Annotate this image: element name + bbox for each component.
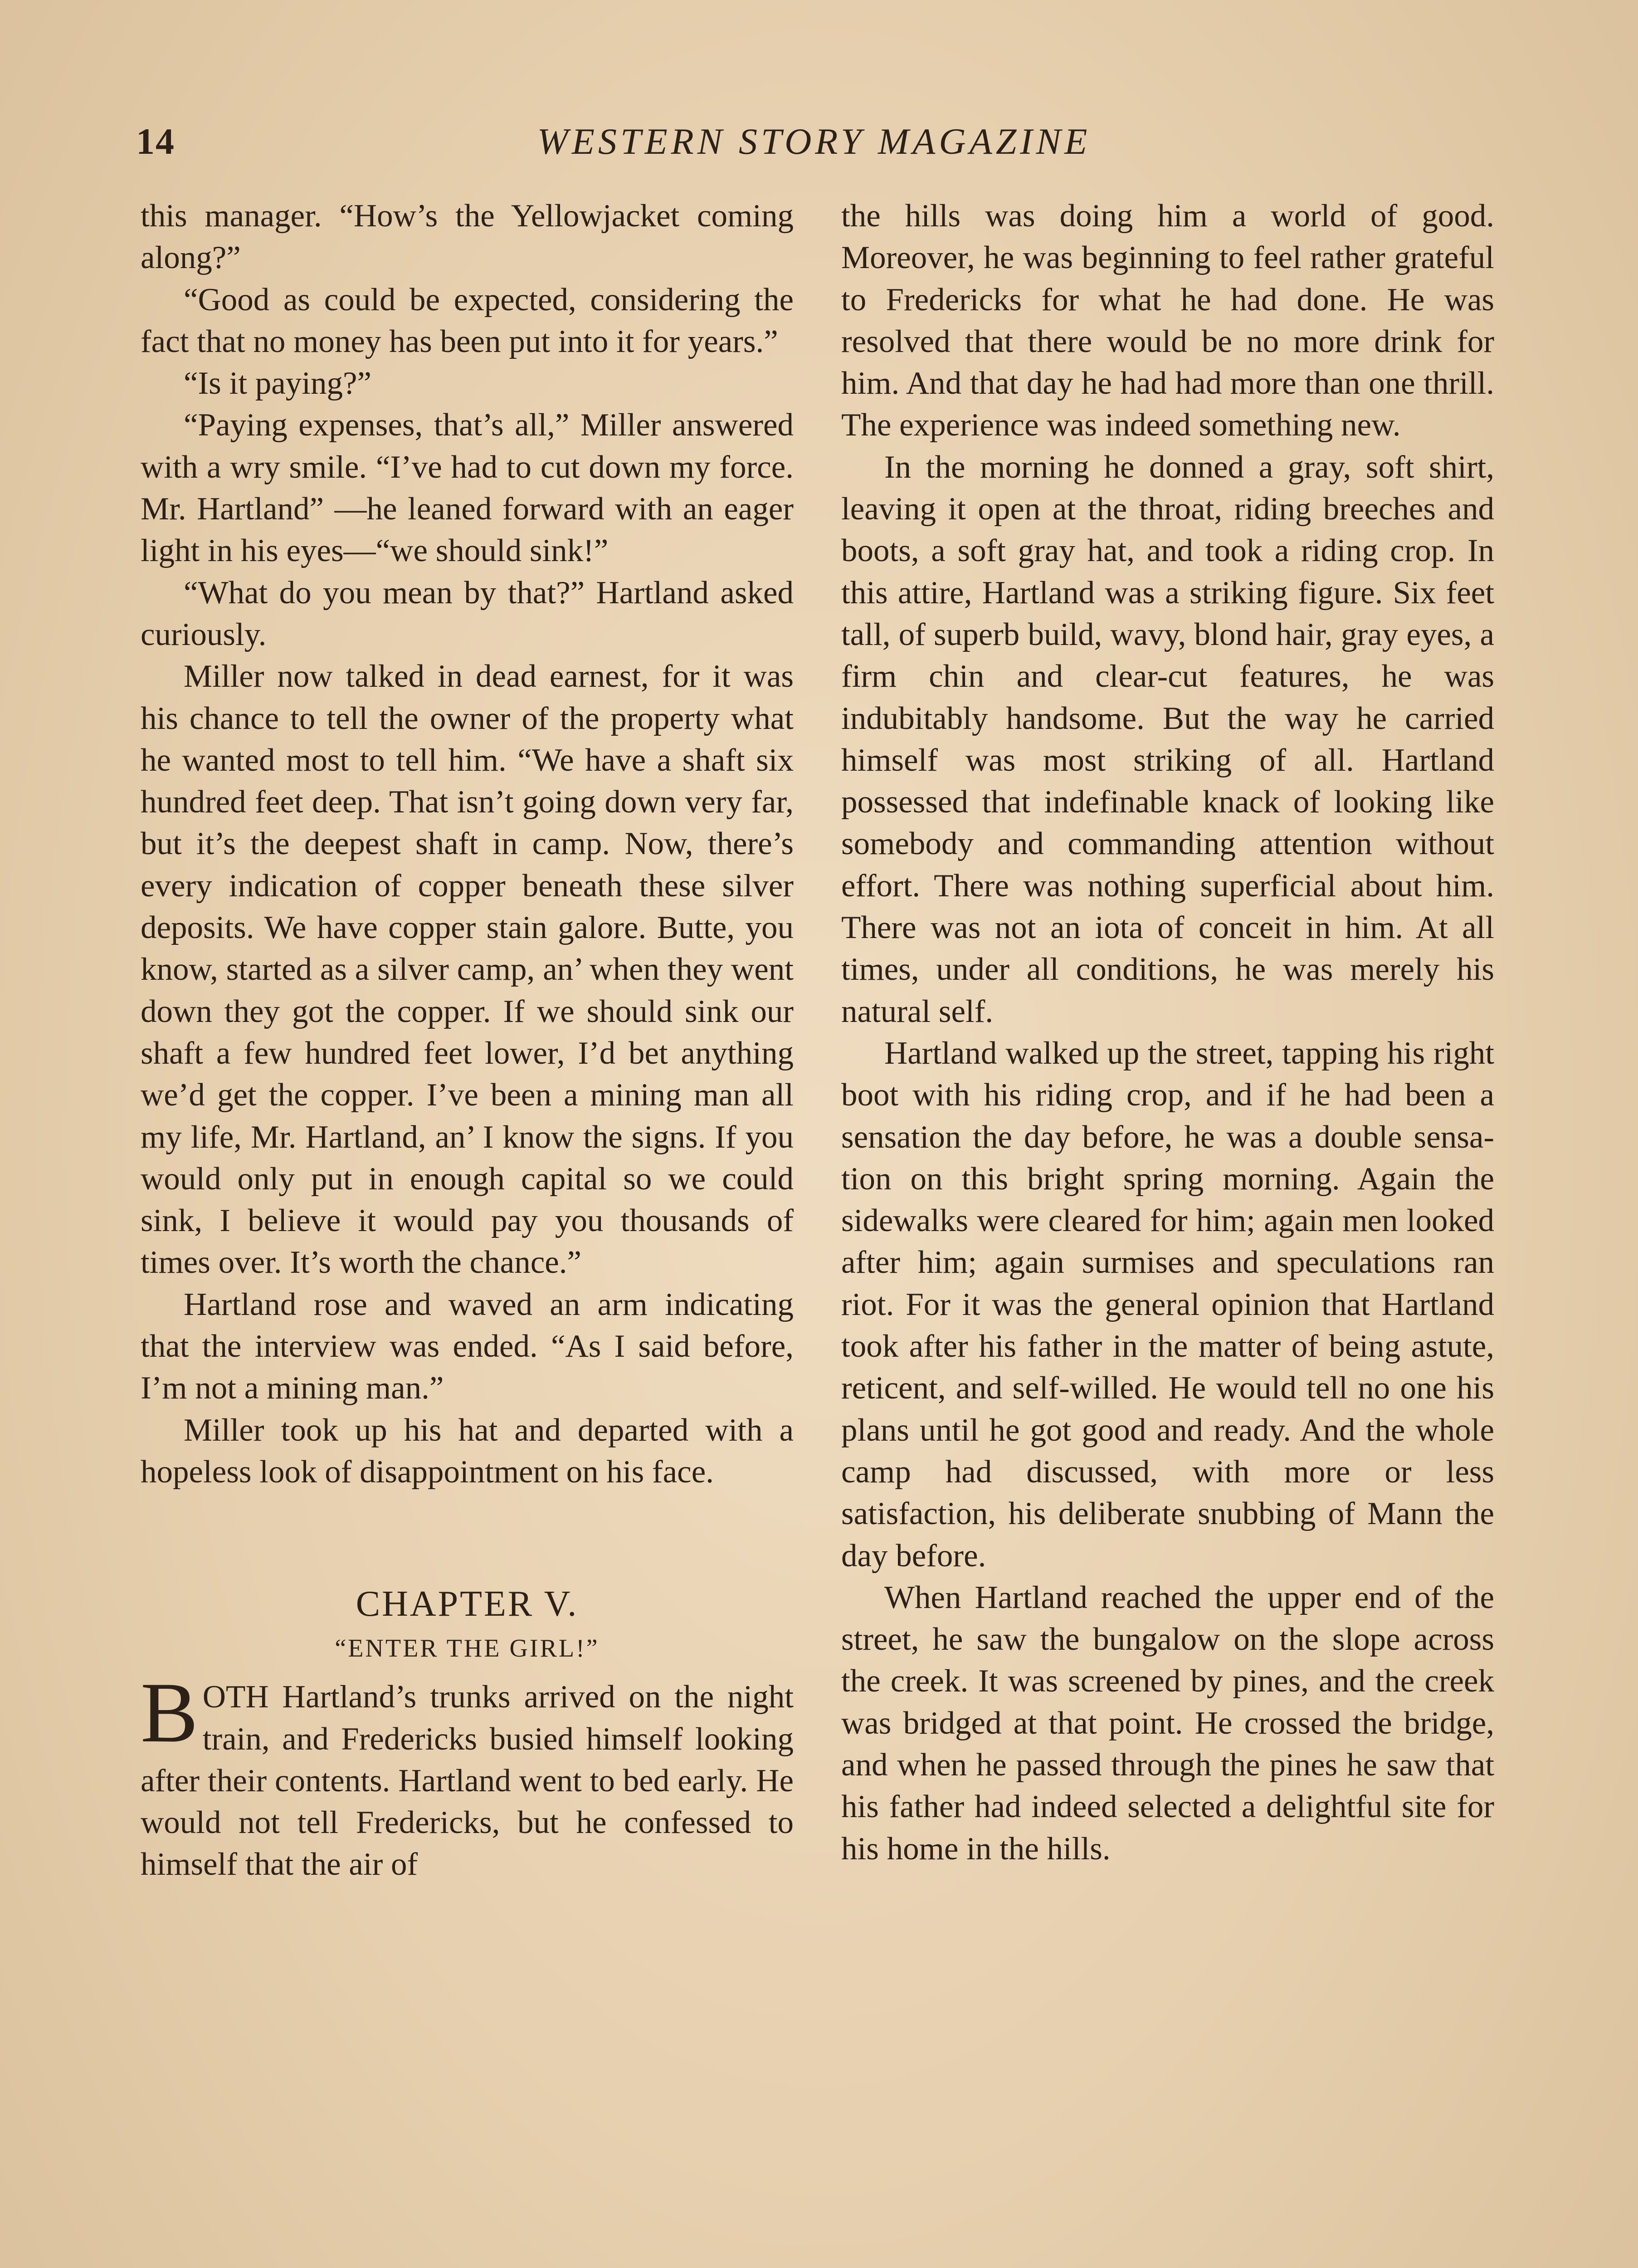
drop-cap: B — [141, 1665, 198, 1761]
running-head: WESTERN STORY MAGAZINE — [537, 121, 1091, 162]
paragraph: Miller took up his hat and departed with a hopeless look of disappointment on his face. — [141, 1412, 794, 1490]
page-number: 14 — [136, 121, 175, 162]
chapter-title: CHAPTER V. — [356, 1584, 579, 1624]
chapter-opening-paragraph — [141, 1665, 794, 1885]
paragraph: When Hartland reached the upper end of the street, he saw the bungalow on the slope across the creek. It was screened by pines, and the creek was bridged at that point. He crossed the bridge, and when he passed through the pines he saw that his father had indeed selected a delightful site for his home in the hills. — [841, 1579, 1494, 1867]
paragraph: Hartland rose and waved an arm indicating that the interview was ended. “As I said before, I’m not a mining man.” — [141, 1286, 794, 1406]
right-column — [841, 195, 1494, 1870]
paragraph: the hills was doing him a world of good. Moreover, he was beginning to feel rather grateful to Fredericks for what he had done. He was resolved that there would be no more drink for him. And that day he had had more than one thrill. The experience was indeed something new. — [841, 198, 1494, 443]
chapter-heading — [141, 1579, 794, 1668]
paragraph: Hartland walked up the street, tapping his right boot with his riding crop, and if he had been a sensation the day before, he was a double sensation on this bright spring morning. Again the sidewalks were cleared for him; again men looked after him; again surmises and speculations ran riot. For it was the general opinion that Hartland took after his father in the matter of being astute, reticent, and self-willed. He would tell no one his plans until he got good and ready. And the whole camp had discussed, with more or less satisfaction, his deliberate snubbing of Mann the day before. — [841, 1035, 1494, 1574]
paragraph: “Is it paying?” — [184, 366, 372, 401]
paragraph: “What do you mean by that?” Hartland asked curiously. — [141, 575, 794, 652]
chapter-opening-text: OTH Hartland’s trunks arrived on the night train, and Fredericks busied himself looking after their contents. Hartland went to bed early. He would not tell Fredericks, but he confessed to himself that the air of — [141, 1679, 794, 1882]
paragraph: In the morning he donned a gray, soft shirt, leaving it open at the throat, riding breeches and boots, a soft gray hat, and took a riding crop. In this attire, Hartland was a striking figure. Six feet tall, of superb build, wavy, blond hair, gray eyes, a firm chin and clear-cut features, he was indubitably handsome. But the way he carried himself was most striking of all. Hartland possessed that indefinable knack of looking like somebody and commanding attention without effort. There was nothing superficial about him. There was not an iota of conceit in him. At all times, under all conditions, he was merely his natural self. — [841, 449, 1494, 1029]
left-column — [141, 195, 794, 1886]
paragraph: Miller now talked in dead earnest, for it was his chance to tell the owner of the property what he wanted most to tell him. “We have a shaft six hundred feet deep. That isn’t going down very far, but it’s the deepest shaft in camp. Now, there’s every indication of copper beneath these silver deposits. We have copper stain galore. Butte, you know, started as a silver camp, an’ when they went down they got the copper. If we should sink our shaft a few hundred feet lower, I’d bet anything we’d get the copper. I’ve been a mining man all my life, Mr. Hartland, an’ I know the signs. If you would only put in enough capital so we could sink, I believe it would pay you thousands of times over. It’s worth the chance.” — [141, 659, 794, 1281]
chapter-subtitle: “ENTER THE GIRL!” — [335, 1634, 600, 1663]
paragraph: this manager. “How’s the Yellowjacket coming along?” — [141, 198, 794, 276]
page-header — [136, 116, 1492, 179]
paragraph: “Paying expenses, that’s all,” Miller answered with a wry smile. “I’ve had to cut down my force. Mr. Hartland” —he leaned forward with an eager light in his eyes—“we should sink!” — [141, 407, 794, 569]
paragraph: “Good as could be expected, considering the fact that no money has been put into it for years.” — [141, 282, 794, 359]
